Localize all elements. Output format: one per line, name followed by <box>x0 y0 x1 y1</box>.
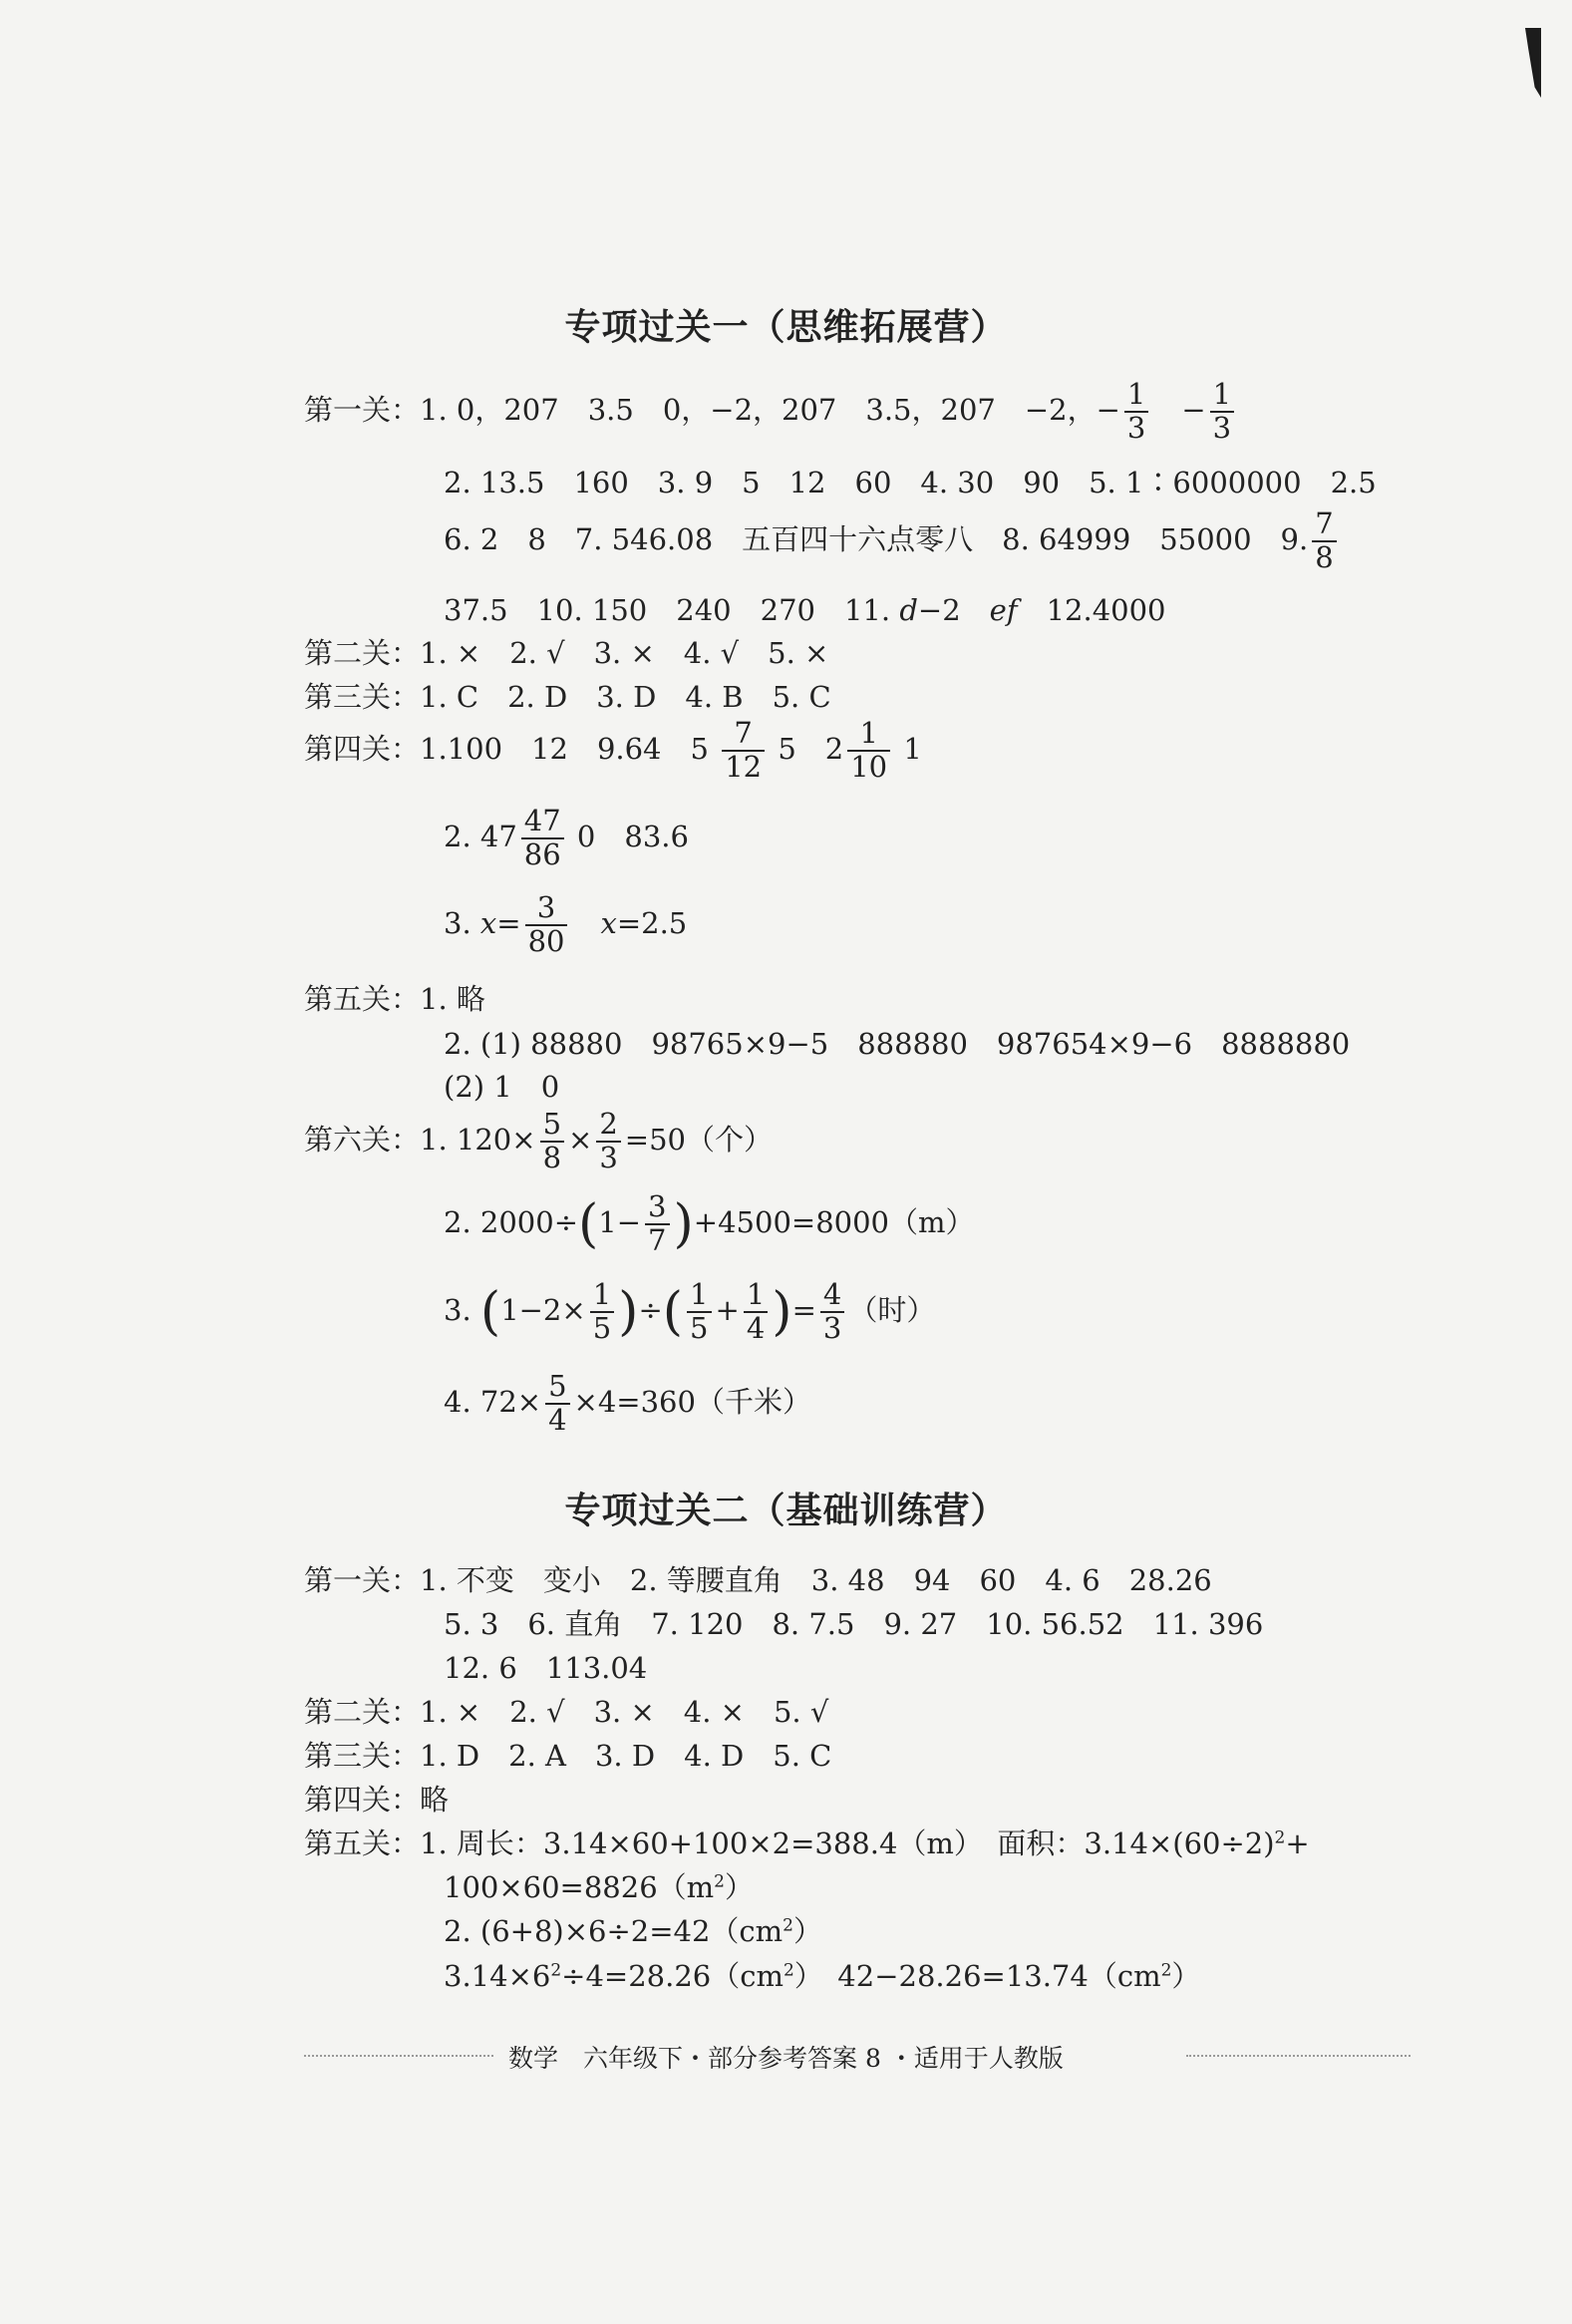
s2-level5-line4: $3.14\times 6^2\div 4=28.26(cm^2)$ $42-28.26=13.74(cm^2)$ <box>444 1959 1201 1993</box>
s1-level6-q3: 3. (1−2× $\frac{1}{5}$ )÷( $\frac{1}{5}$ + $\frac{1}{4}$ )= $\frac{4}{3}$ （时） <box>444 1277 936 1345</box>
s2-level1-line2: 5. 3 6. 直角 7. 120 8. 7.5 9. 27 10. 56.52 11. 396 <box>444 1607 1264 1641</box>
s1-level5-line1: 第五关：1. 略 <box>304 982 485 1016</box>
fraction: $\frac{1}{5}$ <box>687 1279 711 1345</box>
fraction: $\frac{1}{4}$ <box>744 1279 768 1345</box>
footer-divider-left <box>304 2055 493 2057</box>
fraction: $\frac{1}{10}$ <box>847 718 890 784</box>
s2-level1-line3: 12. 6 113.04 <box>444 1651 648 1685</box>
s1-level2: 第二关：1. × 2. √ 3. × 4. √ 5. × <box>304 636 829 670</box>
s1-level4-line1: 第四关：1.100 12 9.64 5 $\frac{7}{12}$ 5 2 $\frac{1}{10}$ 1 <box>304 716 922 784</box>
s1-level3: 第三关：1. C 2. D 3. D 4. B 5. C <box>304 680 831 714</box>
s1-level6-q1: 第六关：1. 120× $\frac{5}{8}$ × $\frac{2}{3}$ =50（个） <box>304 1107 773 1174</box>
fraction: $\frac{4}{3}$ <box>820 1279 844 1345</box>
section1-title: 专项过关一（思维拓展营） <box>564 306 1008 348</box>
s1-level5-line3: (2) 1 0 <box>444 1070 560 1104</box>
s1-level4-line3: 3. x= $\frac{3}{80}$ x=2.5 <box>444 890 688 958</box>
s1-level1-line1: 第一关：1. 0，207 3.5 0，−2，207 3.5，207 −2，− $\frac{1}{3}$ − $\frac{1}{3}$ <box>304 379 1238 445</box>
s1-level1-line4: 37.5 10. 150 240 270 11. d−2 ef 12.4000 <box>444 593 1166 627</box>
s2-level5-line2: $100\times 60=8826(m^2)$ <box>444 1870 754 1904</box>
s1-level1-line2: 2. 13.5 160 3. 9 5 12 60 4. 30 90 5. 1∶6000000 2.5 <box>444 466 1377 499</box>
fraction: $\frac{3}{80}$ <box>525 892 568 958</box>
fraction: $\frac{1}{3}$ <box>1124 379 1148 445</box>
fraction: $\frac{1}{5}$ <box>590 1279 614 1345</box>
footer-divider-right <box>1186 2055 1411 2057</box>
s1-level6-q4: 4. 72× $\frac{5}{4}$ ×4=360（千米） <box>444 1369 811 1437</box>
s2-level5-line1: 第五关：1. 周长：3.14×60+100×2=388.4（m） 面积：$3.14\times(60\div 2)^2+$ <box>304 1826 1310 1860</box>
page-edge-mark <box>1525 28 1541 98</box>
fraction: $\frac{5}{8}$ <box>540 1109 564 1174</box>
s1-level6-q2: 2. 2000÷(1− $\frac{3}{7}$ )+4500=8000（m） <box>444 1189 975 1257</box>
fraction: $\frac{7}{8}$ <box>1312 508 1336 574</box>
fraction: $\frac{3}{7}$ <box>645 1191 669 1257</box>
s2-level1-line1: 第一关：1. 不变 变小 2. 等腰直角 3. 48 94 60 4. 6 28.26 <box>304 1563 1212 1597</box>
s1-level1-line3: 6. 2 8 7. 546.08 五百四十六点零八 8. 64999 55000 9. $\frac{7}{8}$ <box>444 508 1341 574</box>
section2-title: 专项过关二（基础训练营） <box>564 1490 1008 1531</box>
s1-level1-label: 第一关： <box>304 392 421 427</box>
s1-level5-line2: 2. (1) 88880 98765×9−5 888880 987654×9−6 8888880 <box>444 1027 1351 1061</box>
s1-level4-line2: 2. 47 $\frac{47}{86}$ 0 83.6 <box>444 804 689 871</box>
s2-level4: 第四关：略 <box>304 1783 450 1817</box>
fraction: $\frac{5}{4}$ <box>545 1371 569 1437</box>
fraction: $\frac{2}{3}$ <box>596 1109 620 1174</box>
fraction: $\frac{1}{3}$ <box>1210 379 1234 445</box>
s2-level2: 第二关：1. × 2. √ 3. × 4. × 5. √ <box>304 1695 829 1729</box>
page-footer <box>304 2039 1411 2073</box>
fraction: $\frac{47}{86}$ <box>521 806 564 871</box>
s2-level5-line3: 2. $(6+8)\times 6\div 2=42(cm^2)$ <box>444 1914 822 1948</box>
s2-level3: 第三关：1. D 2. A 3. D 4. D 5. C <box>304 1739 832 1773</box>
footer-text: 数学 六年级下・部分参考答案 8 ・适用于人教版 <box>508 2044 1064 2073</box>
fraction: $\frac{7}{12}$ <box>722 718 765 784</box>
